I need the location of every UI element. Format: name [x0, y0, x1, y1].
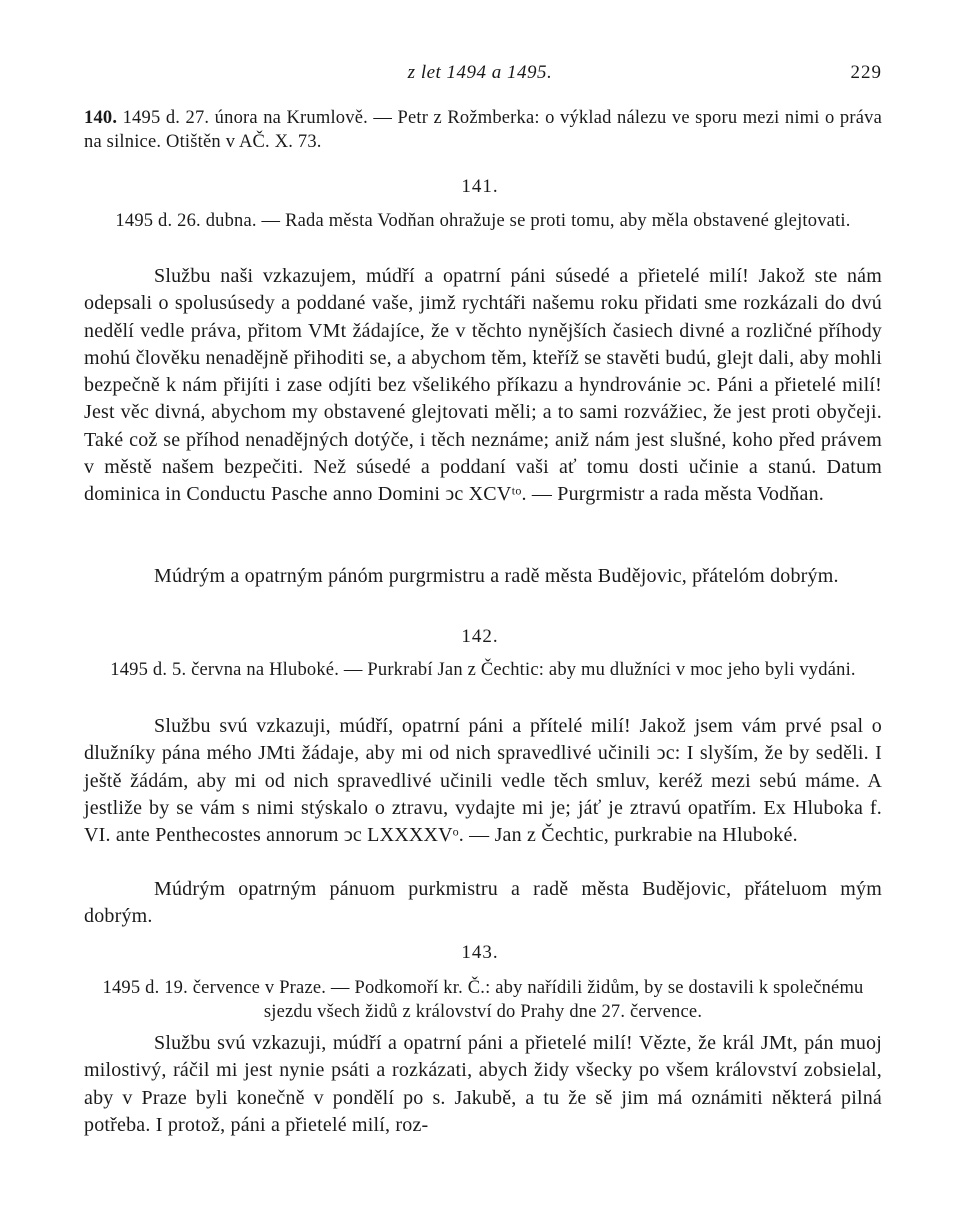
page-number: 229 — [850, 62, 882, 83]
entry-142-address: Múdrým opatrným pánuom purkmistru a radě města Budějovic, přáteluom mým dobrým. — [84, 878, 882, 928]
document-heading-142: 142. — [461, 626, 499, 647]
entry-143-regest: 1495 d. 19. července v Praze. — Podkomoří kr. Č.: aby nařídili židům, by se dostavili k společnému sjezdu všech židů z království do Prahy dne 27. července. — [102, 978, 864, 1022]
entry-142-text: Službu svú vzkazuji, múdří, opatrní páni a přítelé milí! Jakož jsem vám prvé psal o dlužníky pána mého JMti žádaje, aby mi od nich spravedlivé učinili ↄc: I slyším, že by seděli. I ještě žádám, aby mi od nich spravedlivé učinili vedle těch smluv, keréž mezi sebú máme. A jestliže by se vám s nimi stýskalo o ztravu, vydajte mi je; jáť je ztravú opatřím. Ex Hluboka f. VI. ante Penthecostes annorum ↄc LXXXXVᵒ. — Jan z Čechtic, purkrabie na Hluboké. — [84, 715, 882, 847]
entry-143-text: Službu svú vzkazuji, múdří a opatrní páni a přietelé milí! Vězte, že král JMt, pán muoj milostivý, ráčil mi jest nynie psáti a rozkázati, abych židy všecky po všem království zobsielal, aby v Praze byli konečně v pondělí po s. Jakubě, a tu že sě jim má oznámiti některá pilná potřeba. I protož, páni a přietelé milí, roz- — [84, 1032, 882, 1136]
entry-142-regest: 1495 d. 5. června na Hluboké. — Purkrabí Jan z Čechtic: aby mu dlužníci v moc jeho byli vydáni. — [110, 660, 856, 680]
running-head — [0, 62, 960, 86]
running-title: z let 1494 a 1495. — [407, 62, 553, 83]
document-heading-141: 141. — [461, 176, 499, 197]
entry-141-regest: 1495 d. 26. dubna. — Rada města Vodňan ohražuje se proti tomu, aby měla obstavené glejtovati. — [115, 211, 851, 231]
regest-text: 1495 d. 27. února na Krumlově. — Petr z Rožmberka: o výklad nálezu ve sporu mezi nimi o práva na silnice. Otištěn v AČ. X. 73. — [84, 108, 882, 152]
entry-number: 140. — [84, 108, 118, 128]
document-heading-143: 143. — [461, 942, 499, 963]
entry-141-text: Službu naši vzkazujem, múdří a opatrní páni súsedé a přietelé milí! Jakož ste nám odepsali o spolusúsedy a poddané vaše, jimž rychtáři našemu roku přidati sme rozkázali do dvú nedělí vedle práva, přitom VMt žádajíce, že v těchto nynějších časiech divné a rozličné příhody mohú člověku nenadějně přihoditi se, a abychom těm, kteříž se stavěti budú, glejt dali, aby mohli bezpečně k nám přijíti i zase odjíti bez všelikého příkazu a hyndrovánie ↄc. Páni a přietelé milí! Jest věc divná, abychom my obstavené glejtovati měli; a to sami rozvážiec, že jest proti obyčeji. Také což se příhod nenadějných dotýče, i těch neznáme; aniž nám jest slušné, koho před právem v městě našem bezpečiti. Než súsedé a poddaní vaši ať tomu dosti učinie a stanú. Datum dominica in Conductu Pasche anno Domini ↄc XCVᵗᵒ. — Purgrmistr a rada města Vodňan. — [84, 265, 882, 506]
entry-141-address: Múdrým a opatrným pánóm purgrmistru a radě města Budějovic, přátelóm dobrým. — [154, 565, 839, 587]
entry-140-regest — [84, 106, 882, 154]
